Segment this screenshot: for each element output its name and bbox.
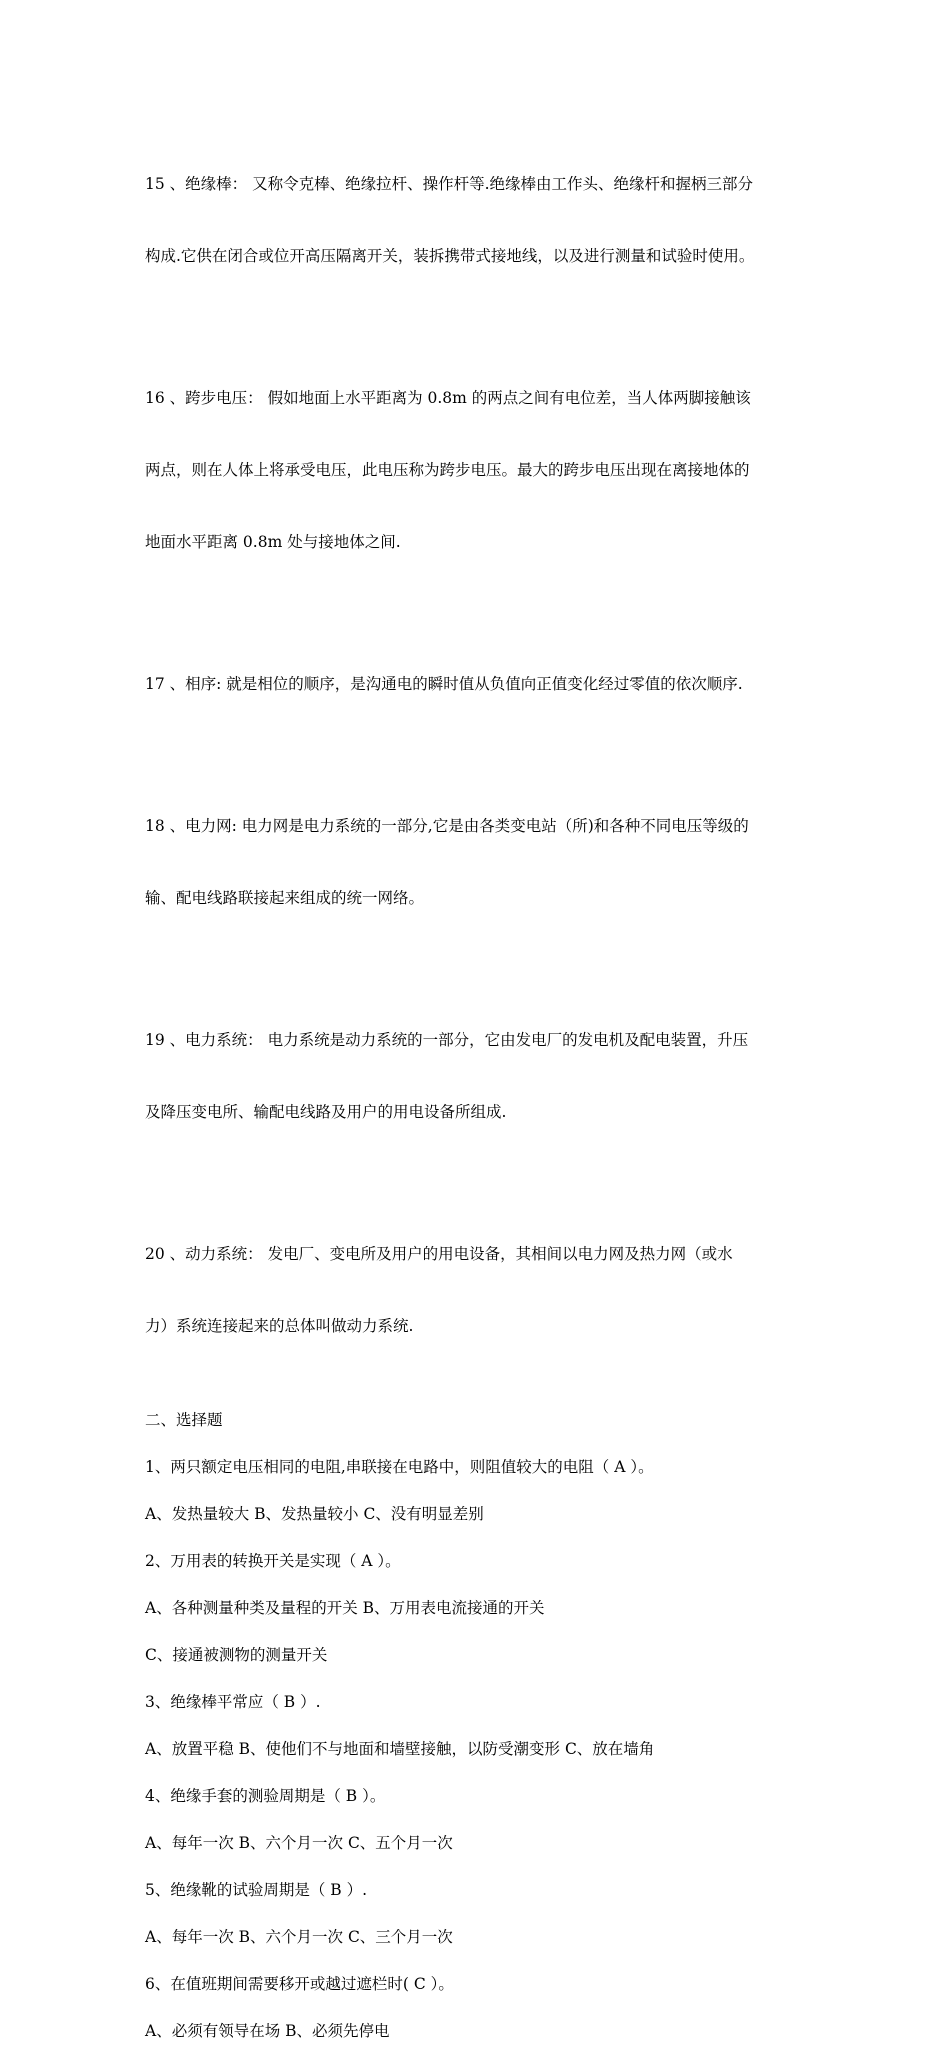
question-3: 3、绝缘棒平常应（ B ）. (145, 1693, 321, 1711)
text-line: 19 、电力系统： 电力系统是动力系统的一部分，它由发电厂的发电机及配电装置，升压 (145, 1031, 749, 1049)
document-page (145, 124, 815, 2066)
question-4: 4、绝缘手套的测验周期是（ B ）。 (145, 1787, 386, 1805)
question-2: 2、万用表的转换开关是实现（ A ）。 (145, 1552, 401, 1570)
text-line: 两点，则在人体上将承受电压，此电压称为跨步电压。最大的跨步电压出现在离接地体的 (145, 461, 750, 479)
question-4-options: A、每年一次 B、六个月一次 C、五个月一次 (145, 1834, 453, 1852)
question-3-options: A、放置平稳 B、使他们不与地面和墙壁接触，以防受潮变形 C、放在墙角 (145, 1740, 655, 1758)
question-5-options: A、每年一次 B、六个月一次 C、三个月一次 (145, 1928, 453, 1946)
text-line: 构成.它供在闭合或位开高压隔离开关，装拆携带式接地线，以及进行测量和试验时使用。 (145, 247, 755, 265)
text-line: 15 、绝缘棒： 又称令克棒、绝缘拉杆、操作杆等.绝缘棒由工作头、绝缘杆和握柄三部分 (145, 175, 754, 193)
question-6: 6、在值班期间需要移开或越过遮栏时( C ）。 (145, 1975, 454, 1993)
question-1-options: A、发热量较大 B、发热量较小 C、没有明显差别 (145, 1505, 484, 1523)
definition-20 (145, 1194, 815, 1386)
text-line: 及降压变电所、输配电线路及用户的用电设备所组成. (145, 1103, 507, 1121)
text-line: 16 、跨步电压： 假如地面上水平距离为 0.8m 的两点之间有电位差，当人体两脚接触该 (145, 389, 751, 407)
text-line: 17 、相序: 就是相位的顺序，是沟通电的瞬时值从负值向正值变化经过零值的依次顺序. (145, 675, 743, 693)
text-line: 力）系统连接起来的总体叫做动力系统. (145, 1317, 414, 1335)
definition-18 (145, 766, 815, 958)
text-line: 输、配电线路联接起来组成的统一网络。 (145, 889, 425, 907)
text-line: 地面水平距离 0.8m 处与接地体之间. (145, 533, 401, 551)
definition-19 (145, 980, 815, 1172)
question-6-options: A、必须有领导在场 B、必须先停电 (145, 2022, 390, 2040)
question-5: 5、绝缘靴的试验周期是（ B ）. (145, 1881, 368, 1899)
definition-17 (145, 624, 815, 744)
text-line: 20 、动力系统： 发电厂、变电所及用户的用电设备，其相间以电力网及热力网（或水 (145, 1245, 733, 1263)
text-line: 18 、电力网: 电力网是电力系统的一部分,它是由各类变电站（所)和各种不同电压等级的 (145, 817, 749, 835)
question-1: 1、两只额定电压相同的电阻,串联接在电路中，则阻值较大的电阻（ A ）。 (145, 1458, 654, 1476)
section-title: 二、选择题 (145, 1411, 223, 1429)
question-2-options-line-2: C、接通被测物的测量开关 (145, 1646, 328, 1664)
definition-16 (145, 338, 815, 602)
definition-15 (145, 124, 815, 316)
question-2-options-line-1: A、各种测量种类及量程的开关 B、万用表电流接通的开关 (145, 1599, 545, 1617)
